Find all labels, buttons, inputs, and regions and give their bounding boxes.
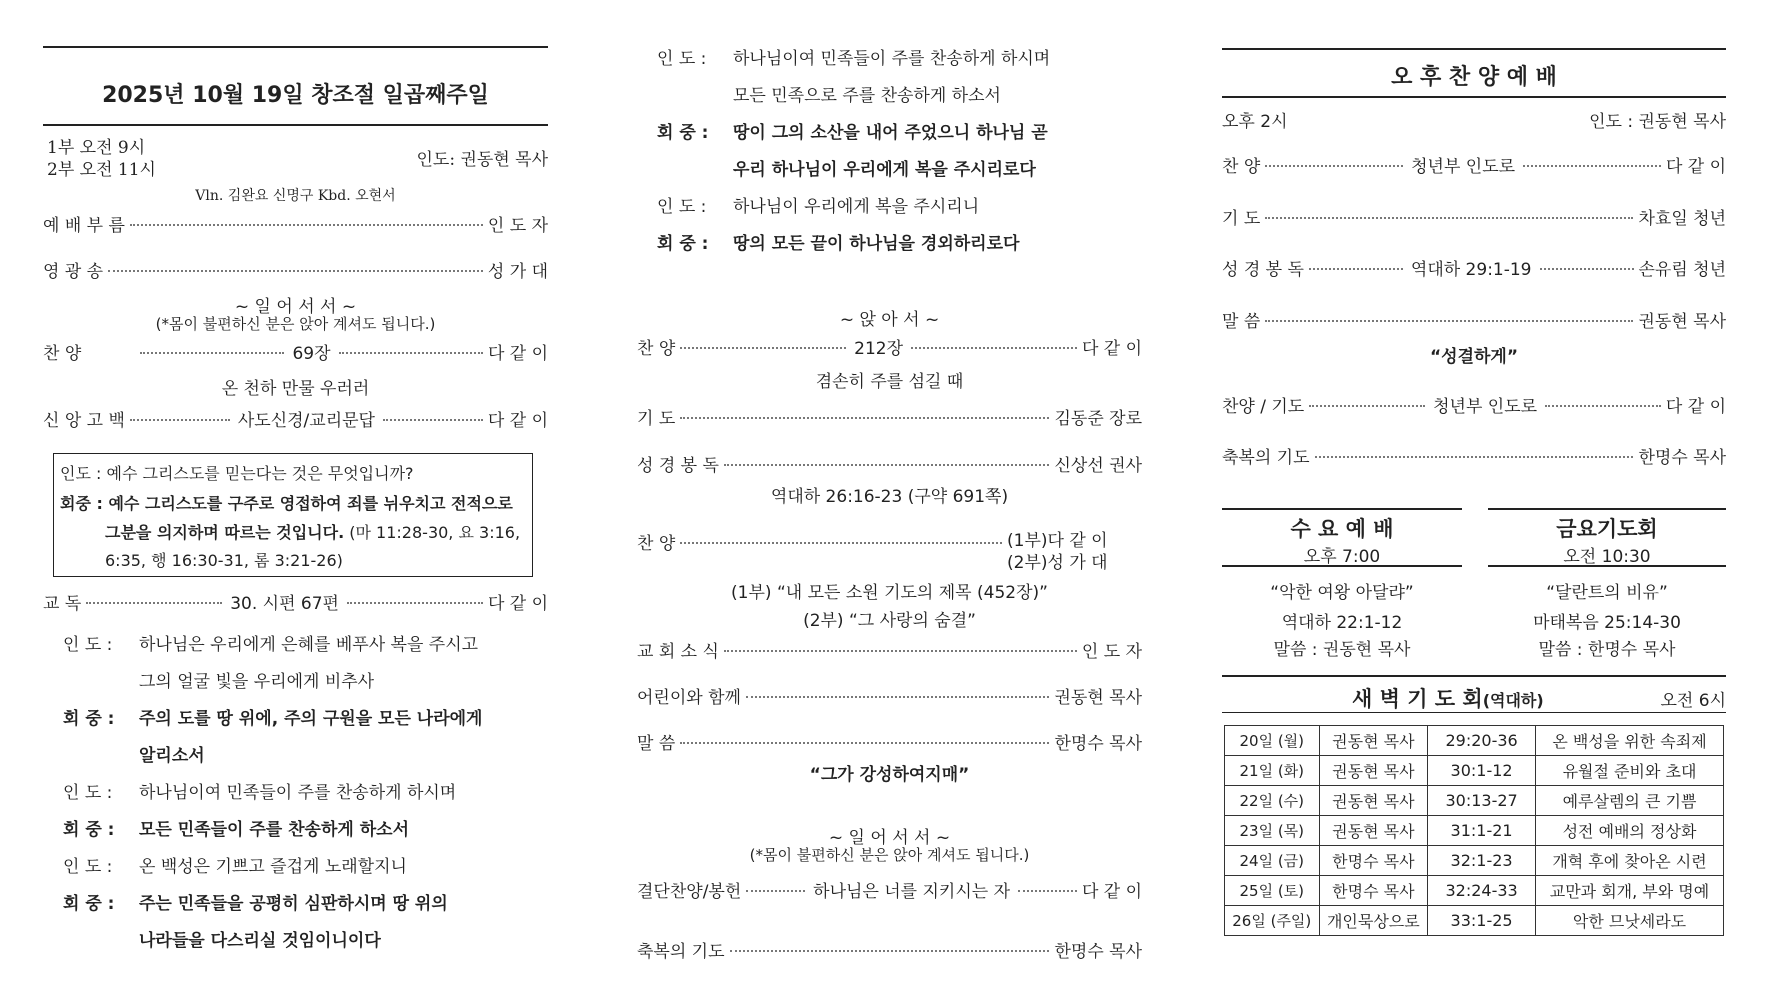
catechism-answer-2: 그분을 의지하며 따르는 것입니다. (마 11:28-30, 요 3:16, <box>105 523 521 542</box>
top-rule <box>1222 48 1726 50</box>
wednesday-title: 수 요 예 배 <box>1290 517 1394 541</box>
reading-speaker: 회 중 : <box>657 234 709 254</box>
table-row <box>1225 876 1724 906</box>
table-cell: 30:13-27 <box>1428 786 1536 816</box>
choir-second-service: (2부)성 가 대 <box>1007 553 1108 573</box>
dawn-title-rule <box>1222 712 1726 713</box>
table-cell: 교만과 회개, 부와 명예 <box>1536 876 1724 906</box>
afternoon-service-title: 오 후 찬 양 예 배 <box>1391 65 1557 90</box>
reading-speaker: 인 도 : <box>657 49 707 69</box>
reading-text: 모든 민족으로 주를 찬송하게 하소서 <box>733 86 1001 106</box>
wednesday-preacher: 말씀 : 권동현 목사 <box>1273 640 1411 660</box>
reading-speaker: 인 도 : <box>63 635 113 655</box>
afternoon-order-row <box>1222 254 1726 280</box>
order-value: 한명수 목사 <box>1638 447 1726 468</box>
reading-speaker: 회 중 : <box>63 709 115 729</box>
table-cell: 31:1-21 <box>1428 816 1536 846</box>
table-row <box>1225 726 1724 756</box>
catechism-box <box>53 453 533 577</box>
order-value: 성 가 대 <box>487 261 548 282</box>
stand-note: (*몸이 불편하신 분은 앉아 계셔도 됩니다.) <box>155 315 436 333</box>
order-hymn-2 <box>637 333 1142 359</box>
choir-title-1: (1부) “내 모든 소원 기도의 제목 (452장)” <box>731 583 1048 603</box>
table-cell: 개인묵상으로 <box>1319 906 1428 936</box>
reading-speaker: 회 중 : <box>63 894 115 914</box>
reading-speaker: 회 중 : <box>657 123 709 143</box>
afternoon-order-row <box>1222 203 1726 229</box>
reading-text: 온 백성은 기쁘고 즐겁게 노래할지니 <box>139 857 407 877</box>
order-detail: 청년부 인도로 <box>1433 396 1538 417</box>
table-cell: 온 백성을 위한 속죄제 <box>1536 726 1724 756</box>
table-cell: 22일 (수) <box>1225 786 1320 816</box>
afternoon-order-row <box>1222 151 1726 177</box>
reading-text: 우리 하나님이 우리에게 복을 주시리로다 <box>733 160 1036 180</box>
order-label: 교 회 소 식 <box>637 641 719 662</box>
order-value: 다 같 이 <box>487 343 549 364</box>
table-cell: 권동현 목사 <box>1319 726 1428 756</box>
order-children <box>637 682 1142 708</box>
table-row <box>1225 756 1724 786</box>
order-label: 찬 양 <box>637 533 676 554</box>
service-time-2: 2부 오전 11시 <box>47 160 156 180</box>
reading-line <box>63 926 548 951</box>
table-cell: 권동현 목사 <box>1319 816 1428 846</box>
title-rule <box>1222 96 1726 98</box>
reading-text: 주는 민족들을 공평히 심판하시며 땅 위의 <box>139 894 448 914</box>
stand-note: (*몸이 불편하신 분은 앉아 계셔도 됩니다.) <box>749 846 1030 864</box>
order-prayer <box>637 403 1142 429</box>
table-cell: 24일 (금) <box>1225 846 1320 876</box>
reading-line <box>657 44 1142 69</box>
table-cell: 26일 (주일) <box>1225 906 1320 936</box>
sermon-title: “그가 강성하여지매” <box>809 765 970 785</box>
afternoon-order-row <box>1222 306 1726 332</box>
reading-text: 땅이 그의 소산을 내어 주었으니 하나님 곧 <box>733 123 1048 143</box>
order-value: 권동현 목사 <box>1638 311 1726 332</box>
reading-speaker: 인 도 : <box>63 857 113 877</box>
table-cell: 유월절 준비와 초대 <box>1536 756 1724 786</box>
reading-text: 하나님이여 민족들이 주를 찬송하게 하시며 <box>733 49 1051 69</box>
table-cell: 한명수 목사 <box>1319 876 1428 906</box>
order-call-to-worship <box>43 210 548 236</box>
friday-title: 금요기도회 <box>1556 517 1658 541</box>
order-label: 축복의 기도 <box>637 941 725 962</box>
reading-text: 땅의 모든 끝이 하나님을 경외하리로다 <box>733 234 1020 254</box>
afternoon-order-row <box>1222 391 1726 417</box>
table-cell: 개혁 후에 찾아온 시련 <box>1536 846 1724 876</box>
reading-speaker: 회 중 : <box>63 820 115 840</box>
order-responsive-reading <box>43 588 548 614</box>
order-value: 다 같 이 <box>487 593 549 614</box>
reading-text: 모든 민족들이 주를 찬송하게 하소서 <box>139 820 410 840</box>
order-label: 영 광 송 <box>43 261 104 282</box>
order-label: 축복의 기도 <box>1222 447 1310 468</box>
table-row <box>1225 816 1724 846</box>
order-label: 말 씀 <box>637 733 676 754</box>
order-label: 예 배 부 름 <box>43 215 125 236</box>
page-title: 2025년 10월 19일 창조절 일곱째주일 <box>102 83 489 108</box>
table-cell: 20일 (월) <box>1225 726 1320 756</box>
friday-reference: 마태복음 25:14-30 <box>1533 613 1681 633</box>
reading-line <box>63 852 548 877</box>
table-cell: 29:20-36 <box>1428 726 1536 756</box>
hymn-number: 69장 <box>292 343 331 364</box>
table-cell: 23일 (목) <box>1225 816 1320 846</box>
afternoon-leader: 인도 : 권동현 목사 <box>1589 112 1726 132</box>
order-announcements <box>637 636 1142 662</box>
wednesday-time: 오후 7:00 <box>1303 547 1381 567</box>
reading-text: 그의 얼굴 빛을 우리에게 비추사 <box>139 672 375 692</box>
wednesday-sermon: “악한 여왕 아달랴” <box>1270 583 1414 603</box>
reading-line <box>63 667 548 692</box>
order-value: (1부)다 같 이 <box>1007 531 1108 551</box>
table-cell: 악한 므낫세라도 <box>1536 906 1724 936</box>
order-value: 다 같 이 <box>1665 396 1726 417</box>
stand-instruction: ~ 일 어 서 서 ~ <box>234 297 357 317</box>
friday-preacher: 말씀 : 한명수 목사 <box>1538 640 1676 660</box>
column-other-services <box>1222 0 1726 987</box>
creed-text: 사도신경/교리문답 <box>237 410 375 431</box>
order-label: 찬 양 <box>43 343 82 364</box>
table-row <box>1225 906 1724 936</box>
scripture-reference: 역대하 26:16-23 (구약 691쪽) <box>770 487 1009 507</box>
order-value: 신상선 권사 <box>1054 455 1142 476</box>
reading-line <box>63 889 548 914</box>
order-value: 김동준 장로 <box>1054 408 1142 429</box>
hymn-number: 212장 <box>854 338 904 359</box>
afternoon-order-row <box>1222 442 1726 468</box>
order-sermon <box>637 728 1142 754</box>
order-detail: 역대하 29:1-19 <box>1410 259 1532 280</box>
reading-text: 하나님이 우리에게 복을 주시리니 <box>733 197 980 217</box>
wednesday-reference: 역대하 22:1-12 <box>1281 613 1403 633</box>
reading-line <box>63 741 548 766</box>
table-row <box>1225 846 1724 876</box>
reading-line <box>657 118 1142 143</box>
order-closing-hymn <box>637 876 1142 902</box>
order-value: 손유림 청년 <box>1638 259 1727 280</box>
table-cell: 한명수 목사 <box>1319 846 1428 876</box>
order-label: 교 독 <box>43 593 82 614</box>
sit-instruction: ~ 앉 아 서 ~ <box>839 310 940 330</box>
reading-line <box>657 192 1142 217</box>
table-cell: 21일 (화) <box>1225 756 1320 786</box>
reading-text: 30. 시편 67편 <box>230 593 339 614</box>
afternoon-sermon-title: “성결하게” <box>1429 347 1519 367</box>
afternoon-time: 오후 2시 <box>1222 112 1288 132</box>
order-label: 어린이와 함께 <box>637 687 741 708</box>
order-label: 말 씀 <box>1222 311 1261 332</box>
reading-line <box>63 815 548 840</box>
reading-text: 하나님이여 민족들이 주를 찬송하게 하시며 <box>139 783 457 803</box>
friday-sermon: “달란트의 비유” <box>1546 583 1668 603</box>
closing-hymn-title: 하나님은 너를 지키시는 자 <box>813 881 1011 902</box>
order-label: 찬 양 <box>1222 156 1261 177</box>
column-morning-service <box>43 0 548 987</box>
order-label: 신 앙 고 백 <box>43 410 125 431</box>
table-cell: 예루살렘의 큰 기쁨 <box>1536 786 1724 816</box>
order-value: 다 같 이 <box>487 410 548 431</box>
friday-time: 오전 10:30 <box>1563 547 1651 567</box>
choir-title-2: (2부) “그 사랑의 숨결” <box>803 611 976 631</box>
table-cell: 25일 (토) <box>1225 876 1320 906</box>
order-doxology <box>43 256 548 282</box>
title-rule <box>43 124 548 126</box>
table-row <box>1225 786 1724 816</box>
table-cell: 권동현 목사 <box>1319 756 1428 786</box>
reading-line <box>63 778 548 803</box>
reading-line <box>657 155 1142 180</box>
reading-text: 주의 도를 땅 위에, 주의 구원을 모든 나라에게 <box>139 709 483 729</box>
order-creed <box>43 405 548 431</box>
order-hymn <box>43 338 548 364</box>
reading-line <box>63 704 548 729</box>
dawn-title: 새 벽 기 도 회(역대하) <box>1352 687 1544 711</box>
hymn-title: 온 천하 만물 우러러 <box>221 379 370 399</box>
table-cell: 32:24-33 <box>1428 876 1536 906</box>
hymn-title: 겸손히 주를 섬길 때 <box>815 372 964 392</box>
order-label: 성 경 봉 독 <box>1222 259 1304 280</box>
dawn-top-rule <box>1222 675 1726 677</box>
catechism-answer-1: 회중 : 예수 그리스도를 구주로 영접하여 죄를 뉘우치고 전적으로 <box>60 494 513 513</box>
reading-speaker: 인 도 : <box>657 197 707 217</box>
reading-line <box>63 630 548 655</box>
order-value: 다 같 이 <box>1665 156 1727 177</box>
dawn-time: 오전 6시 <box>1660 691 1726 711</box>
top-rule <box>43 46 548 48</box>
column-service-continued <box>637 0 1142 987</box>
order-detail: 청년부 인도로 <box>1411 156 1516 177</box>
order-benediction <box>637 936 1142 962</box>
musicians: Vln. 김완요 신명구 Kbd. 오현서 <box>195 188 396 204</box>
reading-line <box>657 229 1142 254</box>
order-value: 한명수 목사 <box>1054 941 1142 962</box>
order-value: 인 도 자 <box>1081 641 1142 662</box>
table-cell: 성전 예배의 정상화 <box>1536 816 1724 846</box>
reading-text: 하나님은 우리에게 은혜를 베푸사 복을 주시고 <box>139 635 479 655</box>
order-label: 찬 양 <box>637 338 676 359</box>
order-label: 기 도 <box>637 408 676 429</box>
order-value: 인 도 자 <box>487 215 548 236</box>
order-value: 다 같 이 <box>1081 338 1143 359</box>
catechism-question: 인도 : 예수 그리스도를 믿는다는 것은 무엇입니까? <box>60 464 414 483</box>
order-value: 한명수 목사 <box>1054 733 1142 754</box>
reading-speaker: 인 도 : <box>63 783 113 803</box>
order-label: 성 경 봉 독 <box>637 455 719 476</box>
reading-text: 나라들을 다스리실 것임이니이다 <box>139 931 381 951</box>
order-label: 찬양 / 기도 <box>1222 396 1305 417</box>
table-cell: 권동현 목사 <box>1319 786 1428 816</box>
table-cell: 32:1-23 <box>1428 846 1536 876</box>
order-scripture <box>637 450 1142 476</box>
order-label: 기 도 <box>1222 208 1261 229</box>
dawn-schedule-table <box>1224 725 1724 936</box>
table-cell: 30:1-12 <box>1428 756 1536 786</box>
order-value: 다 같 이 <box>1081 881 1143 902</box>
order-value: 차효일 청년 <box>1638 208 1726 229</box>
reading-line <box>657 81 1142 106</box>
reading-text: 알리소서 <box>139 746 205 766</box>
table-cell: 33:1-25 <box>1428 906 1536 936</box>
catechism-reference: 6:35, 행 16:30-31, 롬 3:21-26) <box>105 551 343 570</box>
order-value: 권동현 목사 <box>1054 687 1142 708</box>
order-label: 결단찬양/봉헌 <box>637 881 742 902</box>
leader: 인도: 권동현 목사 <box>416 150 548 170</box>
service-time-1: 1부 오전 9시 <box>47 138 146 158</box>
stand-instruction: ~ 일 어 서 서 ~ <box>828 828 951 848</box>
